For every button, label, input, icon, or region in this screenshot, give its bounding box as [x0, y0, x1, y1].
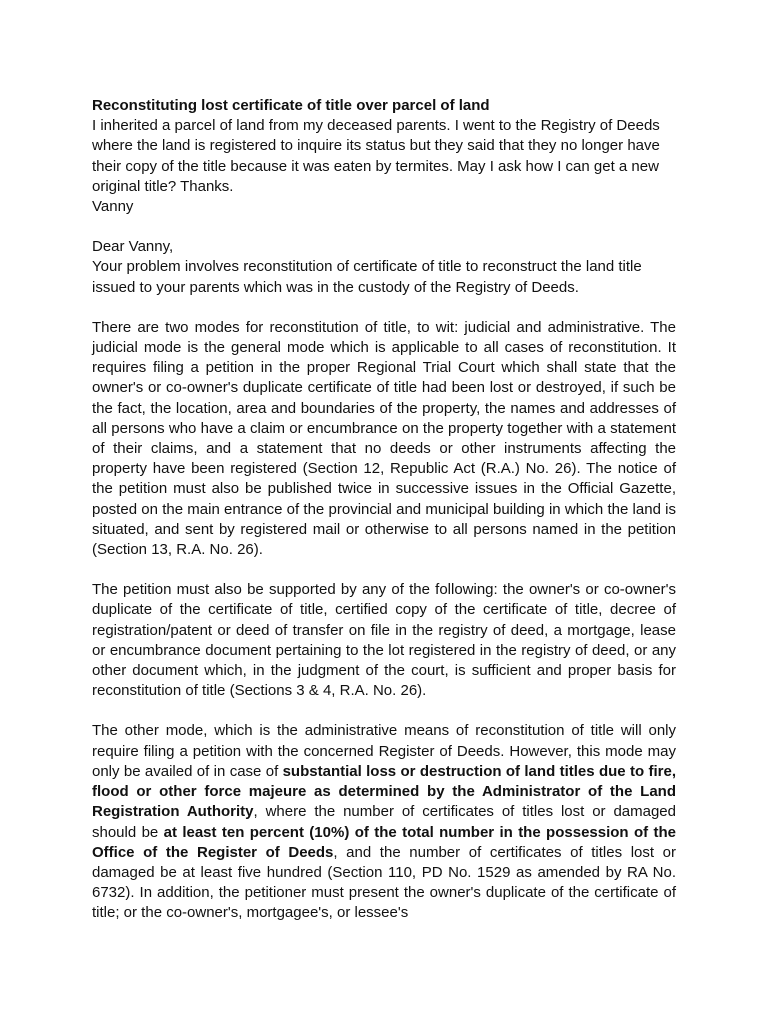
answer-intro: Your problem involves reconstitution of certificate of title to reconstruct the land title issued to your parents which was in the custody of the Registry of Deeds. [92, 258, 642, 296]
paragraph-gap [92, 217, 676, 237]
admin-text-3: , and the number of certificates of titles lost or damaged be at least five hundred (Section 110, PD No. 1529 as amended by RA No. 6732). In addition, the petitioner must present the owner's duplicate of the certificate of title; or the co-owner's, mortgagee's, or lessee's [92, 843, 676, 922]
paragraph-gap [92, 701, 676, 721]
paragraph-modes [92, 318, 676, 560]
admin-bold-2: at least ten percent (10%) of the total number in the possession of the Office of the Register of Deeds [92, 823, 676, 861]
paragraph-gap [92, 298, 676, 318]
paragraph-support [92, 580, 676, 701]
paragraph-administrative [92, 721, 676, 923]
answer-salutation: Dear Vanny, [92, 238, 174, 256]
admin-text-2: , where the number of certificates of titles lost or damaged should be [92, 803, 676, 841]
paragraph-modes-text: There are two modes for reconstitution of title, to wit: judicial and administrative. The judicial mode is the general mode which is applicable to all cases of reconstitution. It requires filing a petition in the proper Regional Trial Court which shall state that the owner's or co-owner's duplicate certificate of title had been lost or destroyed, if such be the fact, the location, area and boundaries of the property, the names and addresses of all persons who have a claim or encumbrance on the property together with a statement of their claims, and a statement that no deeds or other instruments affecting the property have been registered (Section 12, Republic Act (R.A.) No. 26). The notice of the petition must also be published twice in successive issues in the Official Gazette, posted on the main entrance of the provincial and municipal building in which the land is situated, and sent by registered mail or otherwise to all persons named in the petition (Section 13, R.A. No. 26). [92, 318, 676, 559]
answer-opening [92, 237, 676, 298]
admin-bold-1: substantial loss or destruction of land titles due to fire, flood or other force majeure as determined by the Administrator of the Land Registration Authority [92, 762, 676, 821]
question-block [92, 96, 676, 217]
question-title: Reconstituting lost certificate of title over parcel of land [92, 97, 490, 114]
question-body: I inherited a parcel of land from my deceased parents. I went to the Registry of Deeds where the land is registered to inquire its status but they said that they no longer have their copy of the title because it was eaten by termites. May I ask how I can get a new original title? Thanks. [92, 117, 660, 195]
question-signature: Vanny [92, 198, 134, 216]
paragraph-support-text: The petition must also be supported by any of the following: the owner's or co-owner's duplicate of the certificate of title, certified copy of the certificate of title, decree of registration/patent or deed of transfer on file in the registry of deed, a mortgage, lease or encumbrance document pertaining to the lot registered in the registry of deed, or any other document which, in the judgment of the court, is sufficient and proper basis for reconstitution of title (Sections 3 & 4, R.A. No. 26). [92, 581, 676, 700]
paragraph-administrative-text [92, 721, 676, 923]
paragraph-gap [92, 560, 676, 580]
admin-text-1: The other mode, which is the administrative means of reconstitution of title will only require filing a petition with the concerned Register of Deeds. However, this mode may only be availed of in case of [92, 722, 676, 780]
